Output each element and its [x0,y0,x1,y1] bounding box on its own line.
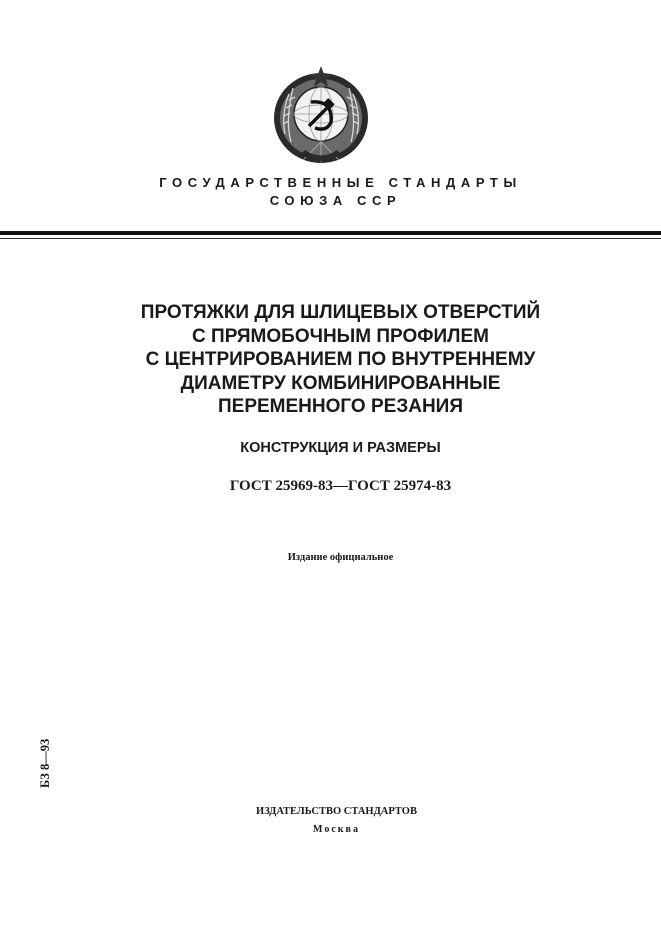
title-line: ПРОТЯЖКИ ДЛЯ ШЛИЦЕВЫХ ОТВЕРСТИЙ [140,302,541,323]
series-title: ГОСУДАРСТВЕННЫЕ СТАНДАРТЫ [159,175,522,190]
ussr-state-emblem [271,64,371,168]
series-subtitle: СОЮЗА ССР [269,193,402,208]
document-subtitle: КОНСТРУКЦИЯ И РАЗМЕРЫ [240,440,441,456]
header-rule-thin [0,238,661,239]
edition-note: Издание официальное [287,552,394,563]
title-line: ПЕРЕМЕННОГО РЕЗАНИЯ [218,396,463,417]
title-line: ДИАМЕТРУ КОМБИНИРОВАННЫЕ [180,372,501,394]
standard-numbers: ГОСТ 25969-83—ГОСТ 25974-83 [229,478,452,494]
document-title [0,301,661,419]
title-line: С ПРЯМОБОЧНЫМ ПРОФИЛЕМ [192,325,489,347]
title-line: С ЦЕНТРИРОВАНИЕМ ПО ВНУТРЕННЕМУ [145,349,536,370]
publisher: ИЗДАТЕЛЬСТВО СТАНДАРТОВ [256,806,417,817]
publisher-city: Москва [313,824,360,835]
side-code: БЗ 8—93 [38,738,52,788]
header-rule-thick [0,231,661,235]
